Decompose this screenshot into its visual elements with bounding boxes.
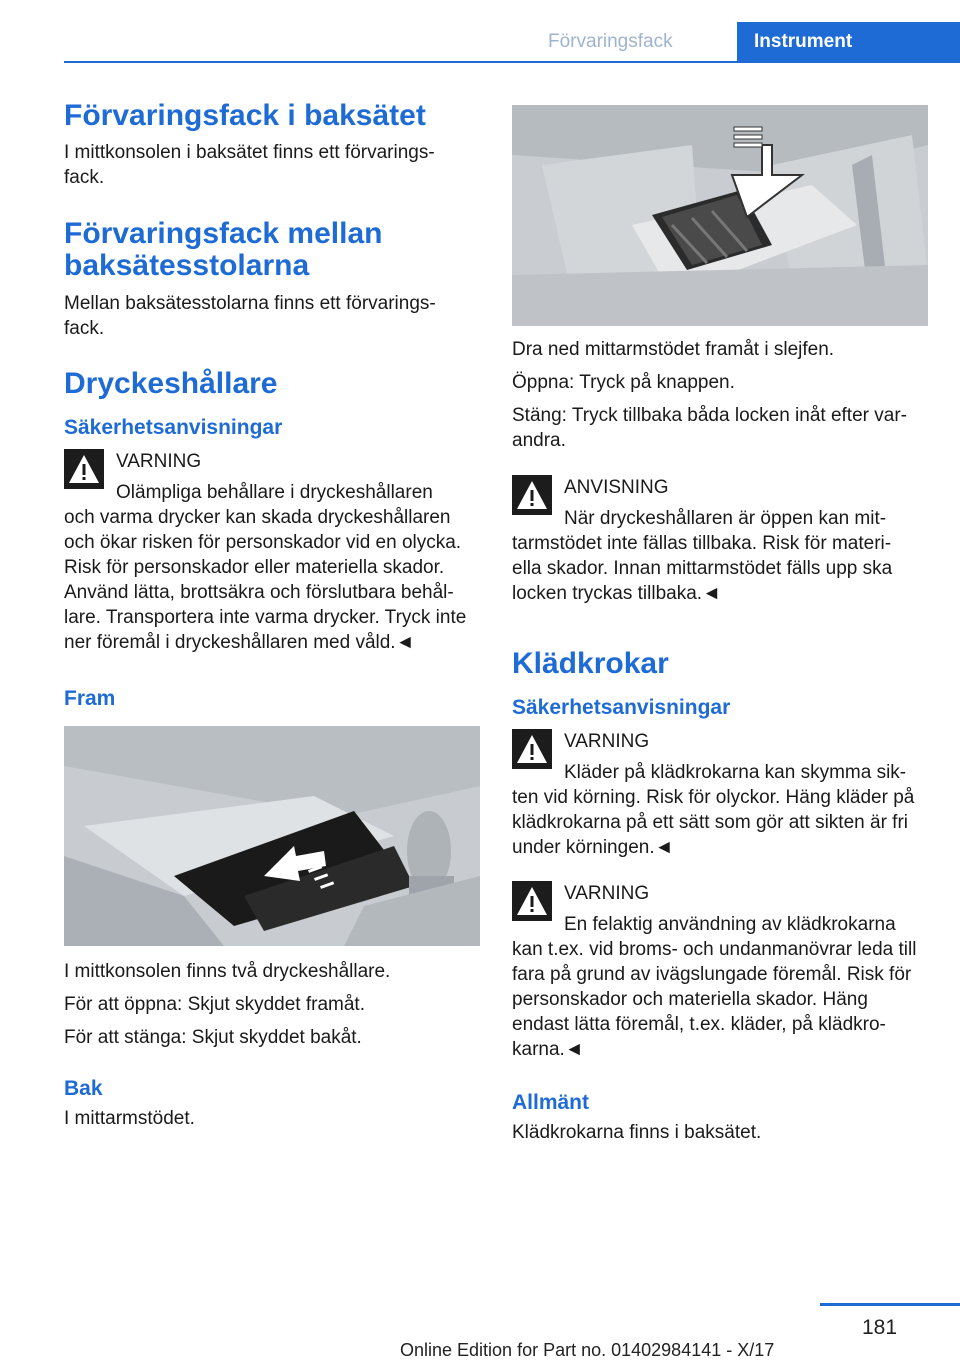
warning-triangle-icon xyxy=(64,449,104,489)
note-first-line: När dryckeshållaren är öppen kan mit- xyxy=(564,508,887,529)
warning-block-hooks-2 xyxy=(512,881,928,1062)
warning-text: ten vid körning. Risk för olyckor. Häng kläder på klädkrokarna på ett sätt som gör att sikten är fri under körningen.◄ xyxy=(512,787,915,858)
edition-line: Online Edition for Part no. 01402984141 - X/17 xyxy=(400,1340,775,1360)
warning-block-hooks-1 xyxy=(512,729,928,860)
header-rule xyxy=(64,61,960,63)
text-front-1: I mittkonsolen finns två dryckeshållare. xyxy=(64,961,391,982)
note-title: ANVISNING xyxy=(564,477,669,498)
note-block xyxy=(512,475,928,606)
warning-block-cupholder xyxy=(64,449,480,655)
text-front-2: För att öppna: Skjut skyddet framåt. xyxy=(64,994,365,1015)
heading-cupholders: Dryckeshållare xyxy=(64,367,278,400)
footer-rule xyxy=(820,1303,960,1306)
text-open: Öppna: Tryck på knappen. xyxy=(512,372,735,393)
text-pull-armrest: Dra ned mittarmstödet framåt i slejfen. xyxy=(512,339,835,360)
heading-safety: Säkerhetsanvisningar xyxy=(64,416,283,439)
note-text: tarmstödet inte fällas tillbaka. Risk för materi- ella skador. Innan mittarmstödet fälls upp ska locken tryckas tillbaka.◄ xyxy=(512,533,893,604)
text-front-3: För att stänga: Skjut skyddet bakåt. xyxy=(64,1027,362,1048)
text-between-seats: Mellan baksätesstolarna finns ett förvarings- fack. xyxy=(64,293,436,339)
page-number: 181 xyxy=(862,1316,898,1339)
heading-rear: Bak xyxy=(64,1077,103,1100)
photo-front-cupholder xyxy=(64,726,480,946)
heading-between-seats: Förvaringsfack mellan baksätesstolarna xyxy=(64,217,383,282)
warning-triangle-icon xyxy=(512,475,552,515)
text-rear-storage: I mittkonsolen i baksätet finns ett förvarings- fack. xyxy=(64,142,435,188)
warning-first-line: En felaktig användning av klädkrokarna xyxy=(564,914,896,935)
heading-general: Allmänt xyxy=(512,1091,590,1114)
text-rear: I mittarmstödet. xyxy=(64,1108,195,1129)
warning-first-line: Olämpliga behållare i dryckeshållaren xyxy=(116,482,433,503)
warning-title: VARNING xyxy=(564,731,650,752)
photo-rear-armrest xyxy=(512,105,928,326)
warning-text: kan t.ex. vid broms- och undanmanövrar leda till fara på grund av ivägslungade föremål. Risk för personskador och materiella skador. Häng endast lätta föremål, t.ex. kläder, på klädkro- karna.◄ xyxy=(512,939,917,1060)
right-column xyxy=(512,105,928,1145)
warning-first-line: Kläder på klädkrokarna kan skymma sik- xyxy=(564,762,907,783)
chapter-tab[interactable]: Instrument xyxy=(737,22,960,62)
text-general: Klädkrokarna finns i baksätet. xyxy=(512,1122,762,1143)
warning-text: och varma drycker kan skada dryckeshållaren och ökar risken för personskador vid en olycka. Risk för personskador eller materiella skador. Använd lätta, brottsäkra och förslutbara behål- lare. Transportera inte varma drycker. Tryck inte ner föremål i dryckeshållaren med våld.◄ xyxy=(64,507,467,653)
heading-hooks: Klädkrokar xyxy=(512,647,669,680)
warning-triangle-icon xyxy=(512,881,552,921)
running-header-section: Förvaringsfack xyxy=(548,31,673,52)
heading-front: Fram xyxy=(64,687,116,710)
left-column xyxy=(64,100,480,1131)
heading-rear-storage: Förvaringsfack i baksätet xyxy=(64,99,426,132)
text-close: Stäng: Tryck tillbaka båda locken inåt efter var- andra. xyxy=(512,405,907,451)
warning-title: VARNING xyxy=(116,451,202,472)
warning-title: VARNING xyxy=(564,883,650,904)
heading-safety-hooks: Säkerhetsanvisningar xyxy=(512,696,731,719)
warning-triangle-icon xyxy=(512,729,552,769)
